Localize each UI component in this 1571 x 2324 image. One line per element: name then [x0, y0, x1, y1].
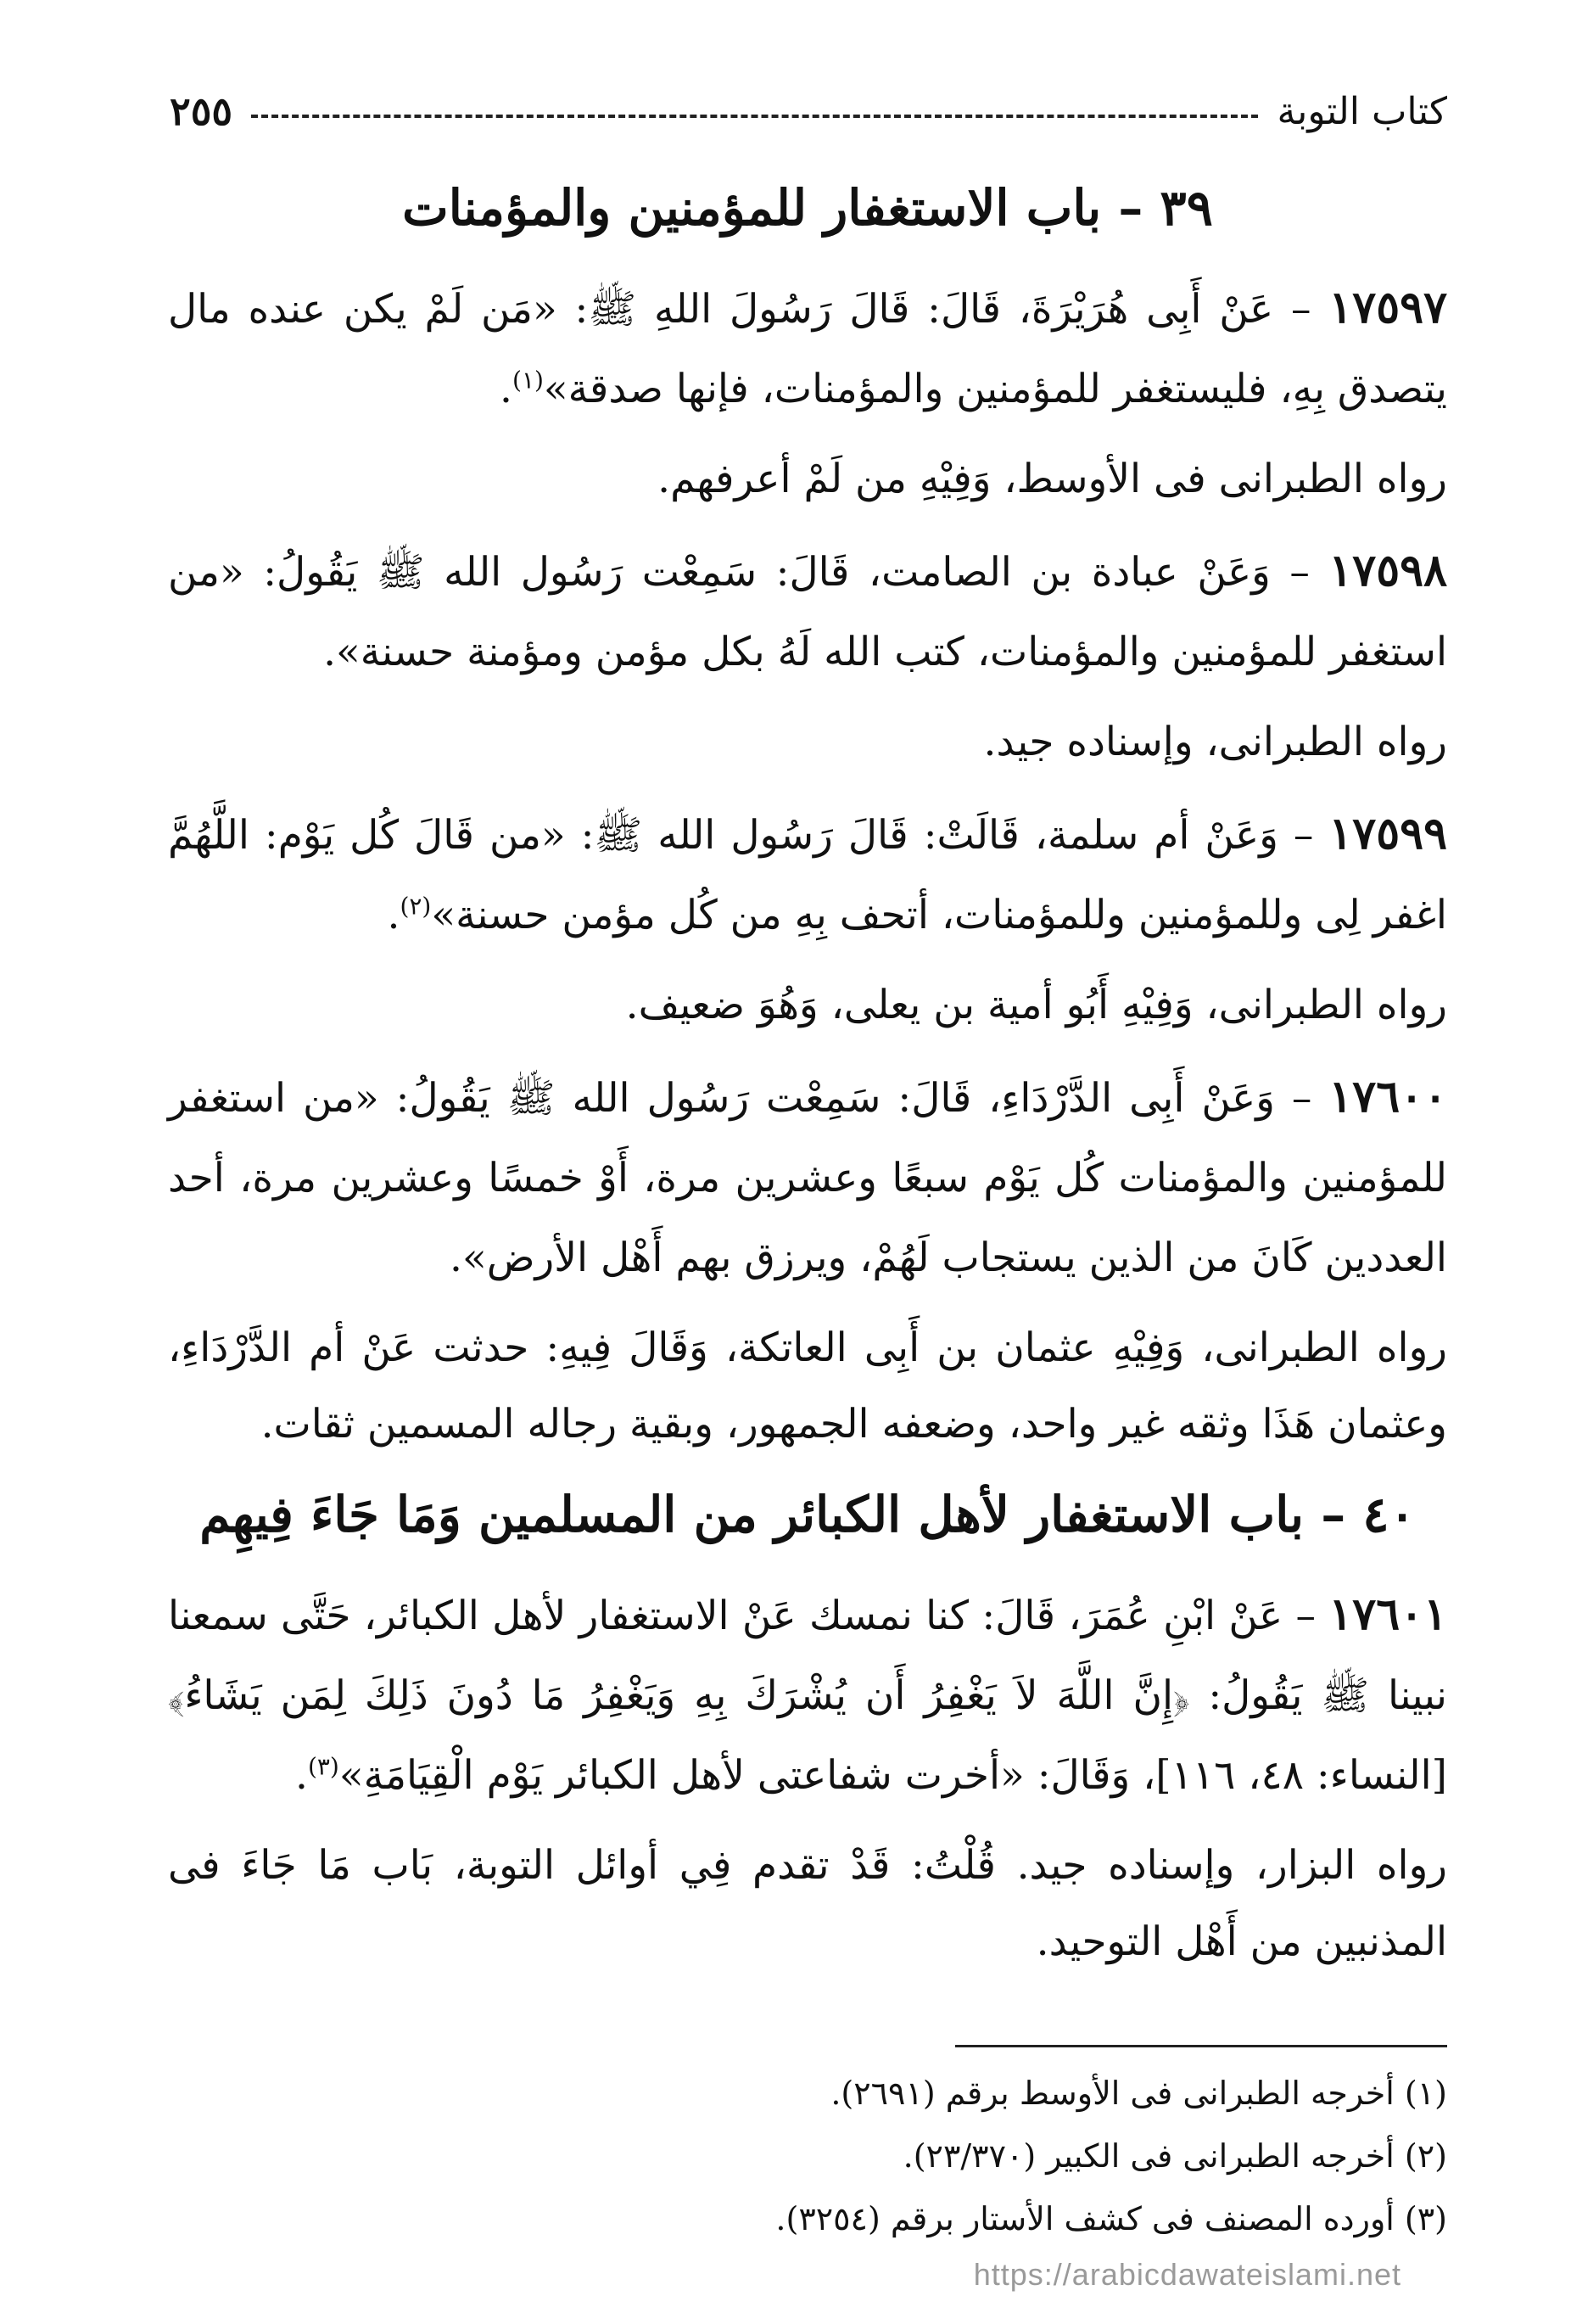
- hadith-text: – وَعَنْ عبادة بن الصامت، قَالَ: سَمِعْت رَسُول الله ﷺ يَقُولُ: «من استغفر للمؤمنين والمؤمنات، كتب الله لَهُ بكل مؤمن ومؤمنة حسنة».: [168, 549, 1447, 675]
- hadith-17598: [168, 531, 1447, 692]
- hadith-end: .: [294, 1752, 308, 1799]
- hadith-text: – عَنْ ابْنِ عُمَرَ، قَالَ: كنا نمسك عَنْ الاستغفار لأهل الكبائر، حَتَّى سمعنا نبينا ﷺ يَقُولُ: ﴿إِنَّ اللَّهَ لاَ يَغْفِرُ أَن يُشْرَكَ بِهِ وَيَغْفِرُ مَا دُونَ ذَلِكَ لِمَن يَشَاءُ﴾ [النساء: ٤٨، ١١٦]، وَقَالَ: «أخرت شفاعتى لأهل الكبائر يَوْم الْقِيَامَةِ»: [168, 1593, 1447, 1799]
- main-text: [168, 161, 1447, 1994]
- chapter-heading-39: ٣٩ – باب الاستغفار للمؤمنين والمؤمنات: [402, 179, 1213, 237]
- hadith-commentary: رواه الطبرانى، وَفِيْهِ عثمان بن أَبِى العاتكة، وَقَالَ فِيهِ: حدثت عَنْ أم الدَّرْدَاءِ، وعثمان هَذَا وثقه غير واحد، وضعفه الجمهور، وبقية رجاله المسمين ثقات.: [168, 1324, 1447, 1448]
- hadith-17597: [168, 268, 1447, 429]
- hadith-end: .: [500, 366, 512, 412]
- footnote-1: (١) أخرجه الطبرانى فى الأوسط برقم (٢٦٩١).: [830, 2075, 1447, 2112]
- footnote-divider: [955, 2045, 1447, 2047]
- footnote-ref[interactable]: (٣): [307, 1752, 339, 1781]
- hadith-number: ١٧٦٠١: [1328, 1588, 1447, 1640]
- hadith-commentary: رواه الطبرانى، وإسناده جيد.: [983, 719, 1447, 765]
- footnote-3: (٣) أورده المصنف فى كشف الأستار برقم (٣٢٥٤).: [775, 2200, 1447, 2237]
- footnote-2: (٢) أخرجه الطبرانى فى الكبير (٢٣/٣٧٠).: [903, 2137, 1447, 2175]
- running-header: [170, 81, 1447, 141]
- hadith-number: ١٧٥٩٩: [1328, 808, 1447, 860]
- hadith-text: – وَعَنْ أم سلمة، قَالَتْ: قَالَ رَسُول الله ﷺ: «من قَالَ كُل يَوْم: اللَّهُمَّ اغفر لِى وللمؤمنين وللمؤمنات، أتحف بِهِ من كُل مؤمن حسنة»: [168, 812, 1447, 938]
- page-number: ٢٥٥: [170, 88, 233, 134]
- hadith-17601: [168, 1575, 1447, 1816]
- footnotes: [424, 2062, 1447, 2250]
- hadith-commentary: رواه البزار، وإسناده جيد. قُلْتُ: قَدْ تقدم فِي أوائل التوبة، بَاب مَا جَاءَ فى المذنبين من أَهْل التوحيد.: [168, 1842, 1447, 1965]
- hadith-number: ١٧٥٩٨: [1328, 545, 1447, 596]
- book-title: كتاب التوبة: [1277, 89, 1447, 133]
- hadith-commentary: رواه الطبرانى فى الأوسط، وَفِيْهِ من لَمْ أعرفهم.: [657, 456, 1447, 502]
- hadith-number: ١٧٥٩٧: [1328, 282, 1447, 333]
- hadith-end: .: [387, 892, 400, 938]
- watermark-url: https://arabicdawateislami.net: [973, 2257, 1401, 2292]
- chapter-heading-40: ٤٠ – باب الاستغفار لأهل الكبائر من المسلمين وَمَا جَاءَ فِيهِم: [199, 1486, 1416, 1543]
- hadith-commentary: رواه الطبرانى، وَفِيْهِ أَبُو أمية بن يعلى، وَهُوَ ضعيف.: [625, 982, 1447, 1028]
- hadith-text: – وَعَنْ أَبِى الدَّرْدَاءِ، قَالَ: سَمِعْت رَسُول الله ﷺ يَقُولُ: «من استغفر للمؤمنين والمؤمنات كُل يَوْم سبعًا وعشرين مرة، أَوْ خمسًا وعشرين مرة، أحد العددين كَانَ من الذين يستجاب لَهُمْ، ويرزق بهم أَهْل الأرض».: [168, 1075, 1447, 1281]
- footnote-ref[interactable]: (١): [512, 366, 544, 395]
- hadith-17600: [168, 1057, 1447, 1298]
- hadith-number: ١٧٦٠٠: [1328, 1071, 1447, 1123]
- hadith-text: – عَنْ أَبِى هُرَيْرَةَ، قَالَ: قَالَ رَسُولَ اللهِ ﷺ: «مَن لَمْ يكن عنده مال يتصدق بِهِ، فليستغفر للمؤمنين والمؤمنات، فإنها صدقة»: [168, 286, 1447, 412]
- hadith-17599: [168, 794, 1447, 955]
- footnote-ref[interactable]: (٢): [400, 892, 432, 921]
- header-dash-line: [251, 115, 1258, 118]
